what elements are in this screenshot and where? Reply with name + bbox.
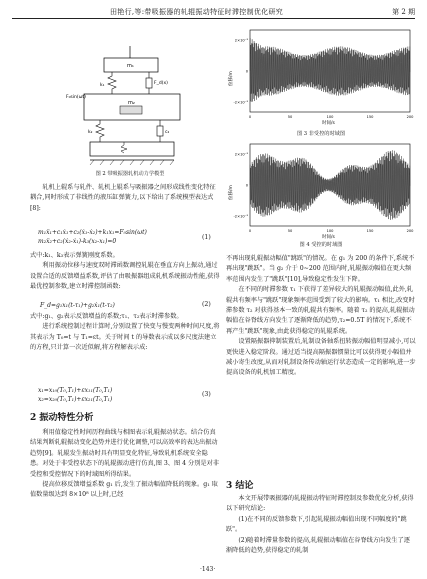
left-column-b bbox=[30, 251, 220, 293]
fig4-xtick-label: 150 bbox=[366, 229, 374, 233]
c2-damper bbox=[157, 126, 163, 136]
fig3-ytick-label: 2×10⁻³ bbox=[234, 38, 248, 43]
m2-label: m₂ bbox=[128, 100, 135, 106]
right-paragraph-4: 本文开展带吸振器的轧辊振动特征时滞控制及参数优化分析,获得以下研究结论: bbox=[226, 495, 414, 513]
k2-label: k₂ bbox=[88, 130, 93, 135]
header-rule bbox=[12, 18, 415, 19]
right-column-b bbox=[226, 494, 416, 556]
equation-3 bbox=[38, 386, 188, 404]
running-title: 田艳行,等:带吸振器的轧辊振动特征时滞控制优化研究 bbox=[110, 8, 284, 16]
fig3-ytick-label: 0 bbox=[245, 69, 248, 74]
fig3-series-line bbox=[250, 38, 410, 102]
force-label: F₀sin(ωt) bbox=[66, 95, 86, 100]
right-column bbox=[226, 254, 416, 379]
fig4-series-line bbox=[250, 150, 410, 220]
absorber-mass bbox=[120, 106, 142, 114]
fig4-ytick-label: -2×10⁻³ bbox=[233, 214, 248, 219]
c1-damper bbox=[146, 78, 152, 88]
page-number: ·143· bbox=[200, 566, 216, 573]
m1-label: m₁ bbox=[127, 63, 134, 69]
figure-4-svg bbox=[226, 140, 416, 240]
equation-3-line-1: x₁=x₁₀(T₀,T₁)+εx₁₁(T₀,T₁) bbox=[38, 387, 113, 394]
equation-2-number: (2) bbox=[202, 301, 211, 308]
right-paragraph-1: 不再出现轧辊振动幅值"跳跃"的情况。在 g₁ 为 200 的条件下,系统不再出现"跳跃"。当 g₂ 介于 0~200 范围内时,轧辊振动幅值在更大频率范围内发生了"跳跃"[10],导致稳定性发生下降。 bbox=[226, 255, 415, 283]
section-2-heading: 2 振动特性分析 bbox=[30, 413, 94, 423]
fig4-xtick-label: 50 bbox=[287, 229, 293, 233]
fig4-xtick-label: 0 bbox=[248, 229, 252, 233]
figure-3-chart bbox=[226, 26, 416, 126]
running-header bbox=[0, 4, 427, 18]
equation-3-number: (3) bbox=[202, 391, 211, 398]
figure-4-caption: 图 4 受控的时域图 bbox=[299, 242, 343, 248]
fig4-ylabel: 位移/m bbox=[229, 185, 234, 200]
fig3-xlabel: 时间/s bbox=[322, 121, 335, 126]
k2-spring bbox=[96, 120, 104, 142]
base-block bbox=[90, 142, 174, 156]
left-column-d bbox=[30, 428, 220, 501]
equation-1-number: (1) bbox=[202, 234, 211, 241]
figure-3-caption: 图 3 非受控的时域图 bbox=[296, 131, 346, 137]
figure-4-chart bbox=[226, 140, 416, 240]
figure-2-diagram bbox=[60, 44, 200, 168]
fig4-xtick-label: 200 bbox=[406, 229, 414, 233]
left-paragraph-4: 式中:g₁、g₂表示反馈增益的系数;τ₁、τ₂表示时滞参数。 bbox=[30, 313, 183, 320]
right-paragraph-6: (2)随着时滞量参数的提高,轧辊振动幅值在谷脊线方向发生了逐渐降低的趋势,获得稳定的轧制 bbox=[226, 536, 410, 555]
left-column bbox=[30, 183, 220, 214]
equation-1-line-2: m₂ẍ₂+c₂(ẋ₂-ẋ₁)-k₃(x₂-x₁)=0 bbox=[38, 238, 117, 245]
fig3-xtick-label: 50 bbox=[287, 115, 293, 119]
equation-2: F_d=g₁x₁(t-τ₁)+g₂ẋ₁(t-τ₂) bbox=[40, 302, 115, 309]
fig3-xtick-label: 100 bbox=[326, 115, 334, 119]
left-paragraph-5: 进行系统控制过程计算时,分别设置了快变与慢变两种时间尺度,将其表示为 T₀=t 与 T₁=εt。关于时间 t 的导数表示成以多尺度法建立的方程,只计算一次近似解,将方程解表示成: bbox=[30, 323, 220, 352]
fig3-xtick-label: 150 bbox=[366, 115, 374, 119]
fd-label: F_d(x) bbox=[154, 81, 168, 86]
equation-3-line-2: x₂=x₂₀(T₀,T₁)+εx₂₁(T₀,T₁) bbox=[38, 396, 113, 403]
right-paragraph-3: 设置隔振器抑制装置后,轧制设备轴系扭转振动幅值明显减小,可以更快进入稳定阶段。通过适当提高隔振器惯量比可以获得更小幅值并减小寄生改度,从而对轧制设备传动轴运行状态造成一定的影响,进一步提高设备的轧机加工精度。 bbox=[226, 338, 416, 377]
right-paragraph-2: 在不同的时滞参数 τ₁ 下获得了差异较大的轧辊振动幅值,此外,轧辊共有频率与"跳跃"现象频率范围受到了较大的影响。τ₁ 相比,改变时滞参数 τ₂ 对获得基本一致的轧辊共有频率。随着 τ₂ 的提高,轧辊振动幅值在谷脊线方向发生了逐渐降低的趋势,τ₂=0.5T 的情况下,系统不再产生"跳跃"现象,由此获得稳定的轧辊系统。 bbox=[226, 286, 415, 335]
fig4-ytick-label: 0 bbox=[245, 183, 248, 188]
fig3-ytick-label: -2×10⁻³ bbox=[233, 100, 248, 105]
k1-spring bbox=[108, 72, 116, 94]
k1-label: k₁ bbox=[100, 83, 105, 88]
fig3-xtick-label: 200 bbox=[406, 115, 414, 119]
fig4-xlabel: 时间/s bbox=[322, 235, 335, 240]
mill-dynamics-model-svg bbox=[60, 44, 200, 168]
equation-1 bbox=[38, 228, 188, 246]
left-paragraph-7: 提高位移反馈增益系数 g₁ 后,发生了振动幅值降低的现象。g₁ 取值数量级达到 8×10⁸ 以上时,已经 bbox=[30, 481, 218, 499]
fig4-xtick-label: 100 bbox=[326, 229, 334, 233]
figure-3-svg bbox=[226, 26, 416, 126]
issue-number: 第 2 期 bbox=[392, 8, 415, 16]
left-paragraph-6: 利用值稳定性时间历程曲线与相图表示轧辊振动状态。结合仿真结果判断轧辊振动变化趋势并进行优化调整,可以高效率的表达出振动趋势[9]。轧辊发生振动时具有明显变化特征,导致轧机系统安全隐患。对处于非受控状态下的轧辊振动进行仿真,图 3、图 4 分别是对非受控和受控情况下的时域图所得结果。 bbox=[30, 429, 219, 478]
fig4-ytick-label: 2×10⁻³ bbox=[234, 152, 248, 157]
right-paragraph-5: (1)在不同的反馈参数下,引起轧辊振动幅值出现不同幅度的"跳跃"。 bbox=[226, 515, 407, 534]
equation-1-line-1: m₁ẍ₁+c₁ẋ₁+c₂(ẋ₁-ẋ₂)+k₁x₁=F₀sin(ωt) bbox=[38, 229, 147, 236]
fig3-xtick-label: 0 bbox=[248, 115, 252, 119]
fig3-ylabel: 位移/m bbox=[229, 71, 234, 86]
left-column-c bbox=[30, 312, 220, 354]
left-paragraph-2: 式中:k₁、k₃表示弹簧刚度系数。 bbox=[30, 252, 119, 259]
left-paragraph-3: 利用振动位移与速度双时滞函数调控轧辊在垂直方向上振动,通过设置合适的反馈增益系数,评估了由吸振器组成轧机系统振动性能,获得最优控制参数,建立时滞控制函数: bbox=[30, 262, 220, 291]
section-3-heading: 3 结论 bbox=[226, 481, 254, 491]
left-paragraph-1: 轧机上辊系与轧件、轧机上辊系与吸振器之间形成线性变化特征耦合,同时形成了非线性的液压缸弹簧力,以下给出了系统模型表达式[8]: bbox=[30, 184, 216, 212]
c2-label: c₂ bbox=[165, 130, 170, 135]
figure-2-caption: 图 2 带吸振器轧机动力学模型 bbox=[95, 171, 165, 177]
